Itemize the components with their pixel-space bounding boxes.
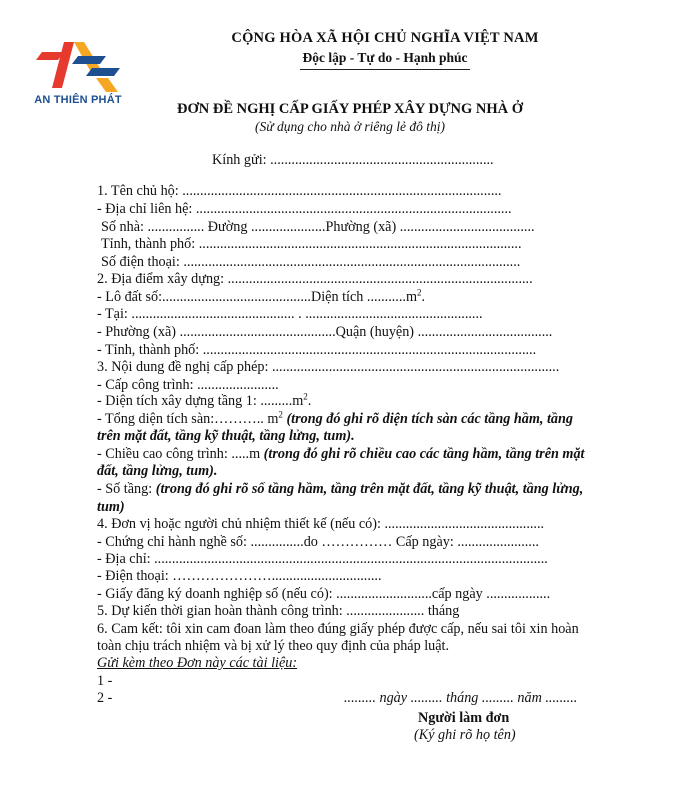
contact-address-line: - Địa chỉ liên hệ: ......................................................................................... — [97, 201, 512, 217]
total-floor-area-line: - Tổng diện tích sàn:……….. $m^2$ (trong đó ghi rõ diện tích sàn các tầng hầm, tầng — [97, 409, 574, 427]
floor-count-line: - Số tầng: (trong đó ghi rõ số tầng hầm, tầng trên mặt đất, tầng kỹ thuật, tầng lửng, — [97, 481, 584, 497]
completion-time-line: 5. Dự kiến thời gian hoàn thành công trình: ...................... tháng — [97, 603, 460, 619]
commitment-line-2: toàn chịu trách nhiệm và bị xử lý theo quy định của pháp luật. — [97, 638, 450, 654]
building-grade-line: - Cấp công trình: ....................... — [97, 377, 279, 393]
plot-number-line: - Lô đất số:..........................................Diện tích $...........m^2$. — [97, 287, 426, 305]
practice-certificate-line: - Chứng chỉ hành nghề số: ...............do …………… Cấp ngày: ....................... — [97, 534, 539, 550]
total-floor-area-note: trên mặt đất, tầng kỹ thuật, tầng lửng, tum). — [97, 428, 355, 444]
date-line: ......... ngày ......... tháng ......... năm ......... — [344, 690, 578, 706]
ground-floor-area-line: - Diện tích xây dựng tầng 1: $.........m^2$. — [97, 391, 312, 409]
star-logo-icon — [34, 38, 122, 94]
designer-phone-line: - Điện thoại: …………………............................... — [97, 568, 382, 584]
national-header — [195, 30, 575, 70]
construction-location-line: 2. Địa điểm xây dựng: ...................................................................................... — [97, 271, 533, 287]
province-line: Tỉnh, thành phố: ........................................................................................... — [101, 236, 522, 252]
attachments-heading: Gửi kèm theo Đơn này các tài liệu: — [97, 655, 298, 671]
logo-text: AN THIÊN PHÁT — [34, 94, 122, 106]
national-motto: Độc lập - Tự do - Hạnh phúc — [302, 50, 468, 65]
building-height-note: đất, tầng lửng, tum). — [97, 463, 218, 479]
nation-name: CỘNG HÒA XÃ HỘI CHỦ NGHĨA VIỆT NAM — [231, 30, 539, 46]
designer-address-line: - Địa chỉ: ............................................................................................................... — [97, 551, 548, 567]
company-logo — [28, 38, 128, 110]
house-number-line: Số nhà: ................ Đường .....................Phường (xã) ...................................... — [101, 219, 535, 235]
attachment-item-1: 1 - — [97, 673, 113, 689]
phone-line: Số điện thoại: ............................................................................................... — [101, 254, 521, 270]
header-divider — [300, 69, 470, 70]
floor-count-note: tum) — [97, 499, 125, 515]
document-title: ĐƠN ĐỀ NGHỊ CẤP GIẤY PHÉP XÂY DỰNG NHÀ Ở — [177, 101, 523, 117]
location-at-line: - Tại: .............................................. . .................................................. — [97, 306, 483, 322]
owner-name-line: 1. Tên chủ hộ: .......................................................................................... — [97, 183, 502, 199]
business-registration-line: - Giấy đăng ký doanh nghiệp số (nếu có): ...........................cấp ngày .................. — [97, 586, 551, 602]
recipient-line: Kính gửi: ............................................................... — [212, 152, 494, 168]
commitment-line: 6. Cam kết: tôi xin cam đoan làm theo đúng giấy phép được cấp, nếu sai tôi xin hoàn — [97, 621, 579, 637]
location-province-line: - Tỉnh, thành phố: .............................................................................................. — [97, 342, 537, 358]
signer-label: Người làm đơn — [418, 710, 510, 726]
building-height-line: - Chiều cao công trình: .....m (trong đó ghi rõ chiều cao các tầng hầm, tầng trên mặt — [97, 446, 585, 462]
ward-district-line: - Phường (xã) ............................................Quận (huyện) ...................................... — [97, 324, 553, 340]
permit-content-line: 3. Nội dung đề nghị cấp phép: ................................................................................. — [97, 359, 560, 375]
document-subtitle: (Sử dụng cho nhà ở riêng lẻ đô thị) — [254, 119, 446, 134]
signer-note: (Ký ghi rõ họ tên) — [414, 727, 516, 743]
attachment-item-2: 2 - — [97, 690, 113, 706]
designer-line: 4. Đơn vị hoặc người chủ nhiệm thiết kế (nếu có): ............................................. — [97, 516, 545, 532]
